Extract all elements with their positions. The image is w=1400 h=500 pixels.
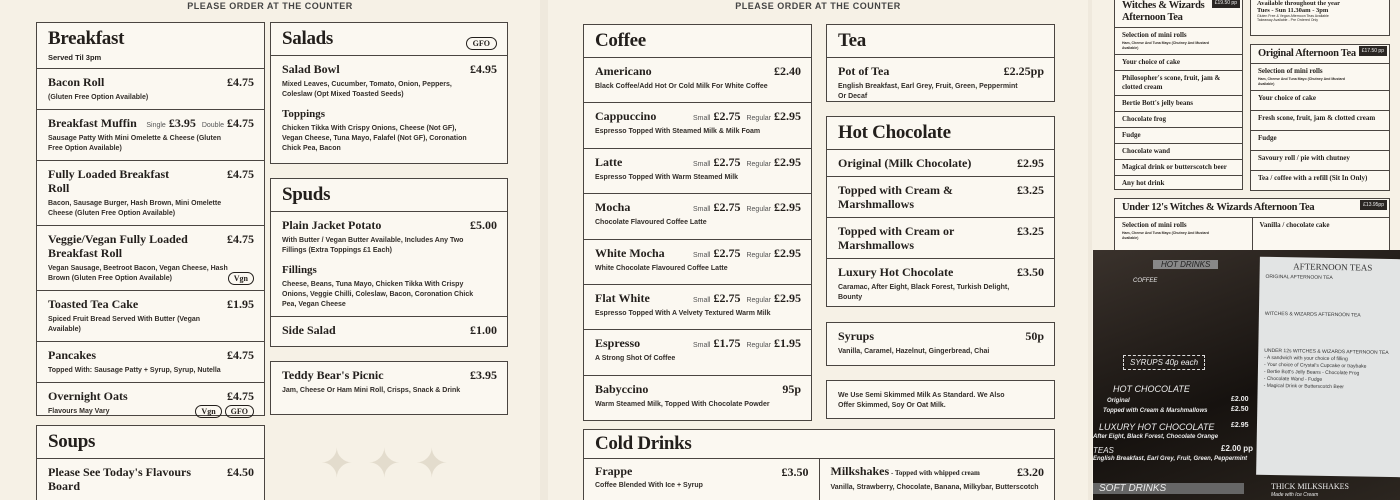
item-prices xyxy=(687,291,801,306)
single-price: £2.75 xyxy=(713,200,741,215)
card-line: - Bertie Bott's Jelly Beans - Chocolate Frog xyxy=(1263,368,1360,377)
menu-item xyxy=(271,362,507,414)
item-name: Chocolate frog xyxy=(1122,115,1166,123)
item-name: Americano xyxy=(595,64,652,78)
item-desc: Vanilla, Caramel, Hazelnut, Gingerbread, Chai xyxy=(838,348,990,355)
menu-item xyxy=(1115,112,1242,128)
diet-tag xyxy=(466,33,497,51)
item-desc: Spiced Fruit Bread Served With Butter (Vegan Available) xyxy=(48,316,201,333)
item-price: £1.95 xyxy=(227,297,254,311)
size-label: Small xyxy=(692,206,711,214)
menu-item xyxy=(271,212,507,317)
diet-tag: Vgn xyxy=(228,272,254,285)
item-name: Toasted Tea Cake xyxy=(48,297,139,311)
size-label: Regular xyxy=(746,251,771,259)
item-name: Philosopher's scone, fruit, jam & clotted cream xyxy=(1122,74,1221,91)
menu-item xyxy=(1115,28,1242,55)
size-label: Double xyxy=(201,122,224,129)
afternoon-tea-card xyxy=(1256,257,1400,478)
menu-item xyxy=(584,285,811,330)
item-price: £4.75 xyxy=(227,389,254,403)
menu-item xyxy=(827,58,1054,108)
item-prices xyxy=(687,246,801,261)
afternoon-tea-panel xyxy=(1092,0,1400,500)
section-title: Tea xyxy=(838,30,866,51)
item-name: Fudge xyxy=(1122,131,1141,139)
section-title: Hot Chocolate xyxy=(838,122,951,143)
menu-item xyxy=(584,149,811,194)
single-price: £3.95 xyxy=(168,116,196,130)
item-price: £3.50 xyxy=(1017,265,1044,279)
item-name: Milkshakes xyxy=(830,464,890,478)
menu-item xyxy=(271,56,507,163)
card-line: - A sandwich with your choice of filling xyxy=(1264,354,1348,363)
menu-item xyxy=(271,317,507,346)
double-price: £2.95 xyxy=(774,290,801,305)
item-desc: Caramac, After Eight, Black Forest, Turkish Delight, Bounty xyxy=(838,284,1010,301)
item-desc: Espresso Topped With A Velvety Textured Warm Milk xyxy=(595,309,771,317)
breakfast-section xyxy=(36,22,265,416)
item-name: Any hot drink xyxy=(1122,179,1165,187)
item-price: £3.95 xyxy=(470,368,497,382)
item-name: Original (Milk Chocolate) xyxy=(838,156,972,170)
section-title: Cold Drinks xyxy=(595,433,692,454)
item-name: Syrups xyxy=(838,329,875,343)
order-note: PLEASE ORDER AT THE COUNTER xyxy=(735,1,901,11)
item-price: £3.25 xyxy=(1017,183,1044,197)
section-header xyxy=(271,179,507,212)
salads-section xyxy=(270,22,508,164)
item-desc: Espresso Topped With Steamed Milk & Milk Foam xyxy=(595,128,761,136)
drinks-menu-panel xyxy=(548,0,1088,500)
gfo-badge: GFO xyxy=(466,37,497,50)
section-header xyxy=(37,426,264,459)
menu-item xyxy=(37,291,264,342)
item-desc: English Breakfast, Earl Grey, Fruit, Green, Peppermint Or Decaf xyxy=(838,83,1018,100)
item-price: £4.75 xyxy=(227,232,254,246)
item-name: Latte xyxy=(595,154,623,169)
card-heading: WITCHES & WIZARDS AFTERNOON TEA xyxy=(1264,310,1361,319)
double-price: £2.95 xyxy=(774,154,801,169)
double-price: £1.95 xyxy=(774,336,801,351)
item-desc: Vegan Sausage, Beetroot Bacon, Vegan Cheese, Hash Brown (Gluten Free Option Available) xyxy=(48,265,228,282)
card-heading: ORIGINAL AFTERNOON TEA xyxy=(1265,273,1333,282)
double-price: £4.75 xyxy=(227,116,254,130)
card-line: - Magical Drink or Butterscotch Beer xyxy=(1263,382,1345,391)
item-name: Tea / coffee with a refill (Sit In Only) xyxy=(1258,174,1368,182)
section-header xyxy=(827,117,1054,150)
item-name: Luxury Hot Chocolate xyxy=(838,265,954,279)
card-lines xyxy=(1264,355,1399,392)
section-title: Soups xyxy=(48,431,96,452)
section-title: Breakfast xyxy=(48,28,125,49)
item-desc: Vanilla, Strawberry, Chocolate, Banana, Milkybar, Butterscotch xyxy=(830,484,1039,491)
item-desc: Topped With: Sausage Patty + Syrup, Syrup, Nutella xyxy=(48,367,221,374)
photo-text: Made with Ice Cream xyxy=(1271,492,1319,498)
item-prices xyxy=(140,116,254,131)
diet-tag: Vgn xyxy=(195,405,221,418)
sub-desc: Chicken Tikka With Crispy Onions, Cheese (Not GF), Vegan Cheese, Tuna Mayo, Falafel (Not GF), Coronation Chick Pea, Bacon xyxy=(282,125,467,152)
size-label: Regular xyxy=(746,342,771,350)
section-subtitle: Served Til 3pm xyxy=(48,53,102,62)
item-desc: Warm Steamed Milk, Topped With Chocolate Powder xyxy=(595,400,770,408)
menu-item xyxy=(827,218,1054,259)
soups-section xyxy=(36,425,265,500)
photo-text: Original xyxy=(1107,398,1130,404)
photo-text: After Eight, Black Forest, Chocolate Orange xyxy=(1093,434,1219,440)
item-name: Breakfast Muffin xyxy=(48,116,137,130)
item-price: £2.25pp xyxy=(1003,64,1044,78)
section-header xyxy=(37,23,264,69)
item-name: Please See Today's Flavours Board xyxy=(48,465,192,493)
item-price: 50p xyxy=(1025,329,1044,343)
item-name: Bacon Roll xyxy=(48,75,105,89)
menu-item xyxy=(37,226,264,291)
menu-item xyxy=(584,194,811,239)
menu-item xyxy=(37,459,264,500)
size-label: Small xyxy=(692,251,711,259)
item-name: Frappe xyxy=(595,464,633,478)
cold-drinks-section xyxy=(583,429,1055,500)
menu-item xyxy=(584,376,811,420)
menu-item xyxy=(37,383,264,423)
size-label: Small xyxy=(692,115,711,123)
menu-item xyxy=(37,69,264,110)
item-price: £4.75 xyxy=(227,167,254,181)
item-name: Topped with Cream & Marshmallows xyxy=(838,183,954,211)
price-badge: £13.95pp xyxy=(1360,200,1387,210)
under12-tea-section xyxy=(1114,198,1390,258)
original-section xyxy=(1250,44,1390,191)
item-desc: Sausage Patty With Mini Omelette & Cheese (Gluten Free Option Available) xyxy=(48,135,222,152)
item-name: Selection of mini rolls xyxy=(1122,31,1187,39)
item-price: £1.00 xyxy=(470,323,497,337)
menu-item xyxy=(827,259,1054,309)
menu-item xyxy=(827,323,1054,365)
menu-item xyxy=(584,240,811,285)
photo-text: English Breakfast, Earl Grey, Fruit, Green, Peppermint xyxy=(1093,456,1248,462)
item-name: Bertie Bott's jelly beans xyxy=(1122,99,1193,107)
item-desc: With Butter / Vegan Butter Available, Includes Any Two Fillings (Extra Toppings £1 Each) xyxy=(282,237,464,254)
menu-item xyxy=(37,110,264,161)
item-name: Fully Loaded Breakfast Roll xyxy=(48,167,170,195)
item-desc: Black Coffee/Add Hot Or Cold Milk For White Coffee xyxy=(595,83,768,90)
item-name: Your choice of cake xyxy=(1122,58,1180,66)
item-desc: Chocolate Flavoured Coffee Latte xyxy=(595,219,707,227)
item-name: Espresso xyxy=(595,336,641,351)
section-title: Original Afternoon Tea xyxy=(1258,48,1356,59)
photo-text: LUXURY HOT CHOCOLATE xyxy=(1099,422,1215,432)
spuds-section xyxy=(270,178,508,347)
item-desc: A Strong Shot Of Coffee xyxy=(595,355,676,363)
menu-item xyxy=(1251,91,1389,111)
item-name: Chocolate wand xyxy=(1122,147,1171,155)
menu-item xyxy=(1115,160,1242,176)
menu-item xyxy=(584,58,811,103)
menu-photo xyxy=(1093,250,1400,500)
item-name: Overnight Oats xyxy=(48,389,128,403)
section-title: Witches & Wizards Afternoon Tea xyxy=(1122,0,1205,23)
item-name: Cappuccino xyxy=(595,109,657,124)
dietary-note: Gluten Free & Vegan Afternoon Teas Available xyxy=(1257,14,1329,18)
menu-item xyxy=(827,150,1054,177)
coffee-section xyxy=(583,24,812,421)
item-price: £2.95 xyxy=(1017,156,1044,170)
item-name: Selection of mini rolls xyxy=(1122,221,1187,229)
item-prices xyxy=(687,200,801,215)
double-price: £2.95 xyxy=(774,109,801,124)
item-price: £3.50 xyxy=(781,465,809,479)
item-desc: Mixed Leaves, Cucumber, Tomato, Onion, Peppers, Coleslaw (Opt Mixed Toasted Seeds) xyxy=(282,81,452,98)
size-label: Small xyxy=(692,296,711,304)
photo-price: £2.00 xyxy=(1231,396,1249,403)
diet-tag: GFO xyxy=(225,405,254,418)
menu-item xyxy=(1115,176,1242,191)
photo-text: Topped with Cream & Marshmallows xyxy=(1103,408,1208,414)
item-prices xyxy=(687,336,801,351)
photo-price: £2.50 xyxy=(1231,406,1249,413)
menu-item xyxy=(1115,96,1242,112)
size-label: Regular xyxy=(746,160,771,168)
section-header xyxy=(827,25,1054,58)
sub-desc: Cheese, Beans, Tuna Mayo, Chicken Tikka With Crispy Onions, Veggie Chilli, Coleslaw, Bacon, Coronation Chick Pea, Vegan Cheese xyxy=(282,281,474,308)
item-desc: Flavours May Vary xyxy=(48,408,110,415)
photo-text: SYRUPS 40p each xyxy=(1123,355,1205,370)
double-price: £2.95 xyxy=(774,245,801,260)
menu-item xyxy=(1251,64,1389,91)
diet-tags xyxy=(195,405,254,418)
item-desc: We Use Semi Skimmed Milk As Standard. We Also Offer Skimmed, Soy Or Oat Milk. xyxy=(838,392,1005,409)
item-prices xyxy=(687,155,801,170)
photo-heading: HOT DRINKS xyxy=(1153,260,1218,269)
item-name: Pancakes xyxy=(48,348,96,362)
card-title: AFTERNOON TEAS xyxy=(1293,261,1373,273)
size-label: Regular xyxy=(746,206,771,214)
menu-item xyxy=(1115,128,1242,144)
section-title: Under 12's Witches & Wizards Afternoon Tea xyxy=(1122,202,1315,213)
double-price: £2.95 xyxy=(774,200,801,215)
item-desc: (Gluten Free Option Available) xyxy=(48,94,149,101)
menu-item xyxy=(1115,55,1242,71)
section-title: Coffee xyxy=(595,30,646,51)
item-name: Pot of Tea xyxy=(838,64,890,78)
section-title: Salads xyxy=(282,28,334,49)
item-desc: Espresso Topped With Warm Steamed Milk xyxy=(595,173,739,181)
menu-item xyxy=(584,330,811,375)
item-name: Fudge xyxy=(1258,134,1277,142)
item-prices xyxy=(687,109,801,124)
item-desc: Ham, Cheese And Tuna Mayo (Chutney And Mustard Available) xyxy=(1122,231,1209,240)
item-name: Mocha xyxy=(595,200,631,215)
section-header xyxy=(584,25,811,58)
item-name: Vanilla / chocolate cake xyxy=(1259,221,1330,229)
menu-item xyxy=(37,342,264,383)
item-price: £3.20 xyxy=(1017,465,1044,479)
photo-text: COFFEE xyxy=(1133,278,1158,284)
price-badge: £17.50 pp xyxy=(1359,46,1387,56)
menu-item xyxy=(1115,144,1242,160)
diet-tags xyxy=(228,272,254,285)
menu-item xyxy=(584,103,811,148)
item-name: Your choice of cake xyxy=(1258,94,1316,102)
photo-text: HOT CHOCOLATE xyxy=(1113,384,1190,394)
section-header xyxy=(271,23,507,56)
size-label: Small xyxy=(692,160,711,168)
menu-item xyxy=(37,161,264,226)
syrups-section xyxy=(826,322,1055,366)
photo-price: £2.95 xyxy=(1231,422,1249,429)
card-line: - Your choice of Crystal's Cupcake or traybake xyxy=(1263,361,1367,370)
order-note: PLEASE ORDER AT THE COUNTER xyxy=(187,1,353,11)
single-price: £2.75 xyxy=(713,109,741,124)
section-header xyxy=(1251,45,1389,64)
item-price: £4.75 xyxy=(227,75,254,89)
item-price: £2.40 xyxy=(774,64,801,78)
menu-item xyxy=(827,177,1054,218)
single-price: £1.75 xyxy=(713,336,741,351)
takeaway-note: Takeaway Available - Pre Ordered Only xyxy=(1257,18,1319,22)
item-desc: Ham, Cheese And Tuna Mayo (Chutney And Mustard Available) xyxy=(1122,41,1209,50)
photo-text: TEAS xyxy=(1093,446,1114,455)
menu-item xyxy=(827,381,1054,418)
witches-section xyxy=(1114,0,1243,190)
item-price: 95p xyxy=(782,381,801,396)
item-desc: Jam, Cheese Or Ham Mini Roll, Crisps, Snack & Drink xyxy=(282,387,461,394)
menu-item xyxy=(584,459,820,500)
item-desc: Coffee Blended With Ice + Syrup xyxy=(595,482,703,489)
item-name: Selection of mini rolls xyxy=(1258,67,1323,75)
item-name: Plain Jacket Potato xyxy=(282,218,382,232)
menu-item xyxy=(1251,171,1389,190)
size-label: Regular xyxy=(746,115,771,123)
item-name: Fresh scone, fruit, jam & clotted cream xyxy=(1258,114,1376,122)
item-name: Salad Bowl xyxy=(282,62,340,76)
sub-heading: Fillings xyxy=(282,264,317,276)
card-heading: UNDER 12s WITCHES & WIZARDS AFTERNOON TEA xyxy=(1264,347,1389,357)
item-name: Magical drink or butterscotch beer xyxy=(1122,163,1227,171)
watermark: ✦ ✦ ✦ xyxy=(320,441,451,486)
size-label: Small xyxy=(692,342,711,350)
item-name: Topped with Cream or Marshmallows xyxy=(838,224,955,252)
teddy-section xyxy=(270,361,508,415)
single-price: £2.75 xyxy=(713,154,741,169)
item-price: £4.75 xyxy=(227,348,254,362)
sub-heading: Toppings xyxy=(282,108,326,120)
single-price: £2.75 xyxy=(713,245,741,260)
item-price: £4.50 xyxy=(227,465,254,479)
section-title: Spuds xyxy=(282,184,331,205)
size-label: Single xyxy=(146,122,166,129)
hotchoc-section xyxy=(826,116,1055,307)
food-menu-panel xyxy=(0,0,540,500)
price-badge: £19.50 pp xyxy=(1212,0,1240,8)
tea-section xyxy=(826,24,1055,102)
single-price: £2.75 xyxy=(713,290,741,305)
item-desc: Bacon, Sausage Burger, Hash Brown, Mini Omelette Cheese (Gluten Free Option Available) xyxy=(48,200,222,217)
photo-heading: SOFT DRINKS xyxy=(1093,483,1244,494)
availability-line: Available throughout the year xyxy=(1257,0,1340,7)
card-line: - Chocolate Wand - Fudge xyxy=(1263,375,1323,383)
item-name: Side Salad xyxy=(282,323,336,337)
menu-item xyxy=(1251,111,1389,131)
milknote-section xyxy=(826,380,1055,419)
availability-box xyxy=(1250,0,1390,36)
item-name: Savoury roll / pie with chutney xyxy=(1258,154,1350,162)
photo-heading: THICK MILKSHAKES xyxy=(1271,482,1349,491)
item-desc: White Chocolate Flavoured Coffee Latte xyxy=(595,264,728,272)
menu-item xyxy=(1251,131,1389,151)
item-name: Veggie/Vegan Fully Loaded Breakfast Roll xyxy=(48,232,188,260)
item-name: Babyccino xyxy=(595,381,649,396)
menu-item xyxy=(1251,151,1389,171)
size-label: Regular xyxy=(746,296,771,304)
opening-hours: Tues - Sun 11.30am - 3pm xyxy=(1257,7,1329,14)
item-name: Flat White xyxy=(595,290,650,305)
item-desc: Ham, Cheese And Tuna Mayo (Chutney And Mustard Available) xyxy=(1258,77,1345,86)
menu-item xyxy=(1115,71,1242,96)
item-price: £4.95 xyxy=(470,62,497,76)
menu-item xyxy=(820,459,1055,500)
item-name: Teddy Bear's Picnic xyxy=(282,368,384,382)
item-note: - Topped with whipped cream xyxy=(889,469,980,477)
item-name: White Mocha xyxy=(595,245,665,260)
section-header xyxy=(1115,0,1242,28)
item-price: £5.00 xyxy=(470,218,497,232)
photo-price: £2.00 pp xyxy=(1221,444,1254,453)
item-price: £3.25 xyxy=(1017,224,1044,238)
